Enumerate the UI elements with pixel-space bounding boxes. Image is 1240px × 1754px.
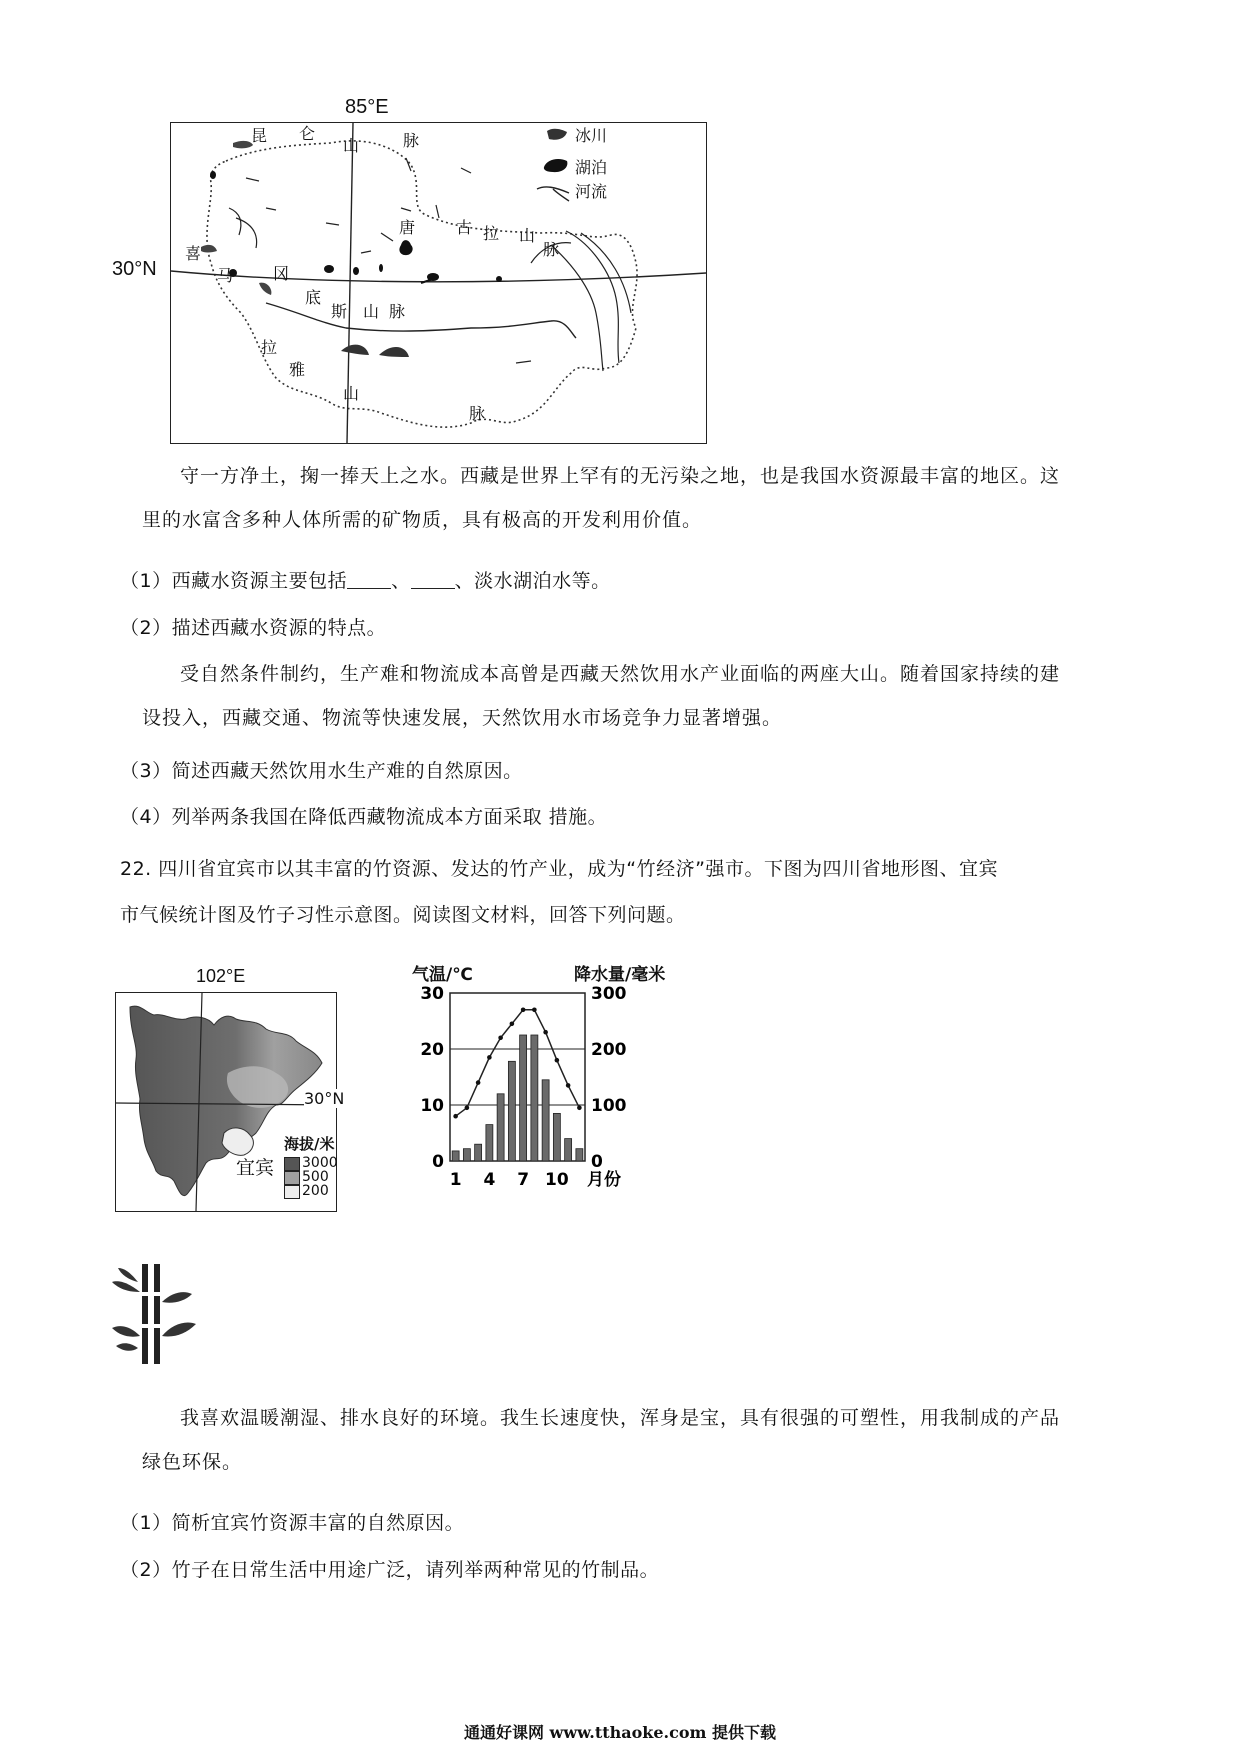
bamboo-line1: 我喜欢温暖潮湿、排水良好的环境。我生长速度快，浑身是宝，具有很强的可塑性，用我制成的产品 <box>180 1407 1061 1429</box>
tanggula-char: 山 <box>519 226 536 245</box>
elevation-legend-swatch-mid <box>284 1171 300 1185</box>
precipitation-bar <box>497 1094 504 1161</box>
sichuan-parallel-label: 30°N <box>304 1089 345 1108</box>
passage2-line2: 设投入，西藏交通、物流等快速发展，天然饮用水市场竞争力显著增强。 <box>142 707 783 729</box>
lake <box>399 240 412 255</box>
temperature-point <box>521 1008 526 1013</box>
legend-glacier-label: 冰川 <box>575 126 608 145</box>
himalaya-char: 山 <box>343 384 360 403</box>
passage1-paragraph <box>142 454 1127 542</box>
question-4: （4）列举两条我国在降低西藏物流成本方面采取 措施。 <box>120 806 608 828</box>
meridian-85e-label: 85°E <box>345 96 389 118</box>
tibet-map-drawing <box>171 123 706 443</box>
glacier <box>379 347 409 357</box>
tanggula-char: 拉 <box>483 224 500 243</box>
tanggula-char: 古 <box>456 218 473 237</box>
right-tick-label: 200 <box>591 1040 627 1060</box>
precipitation-bar <box>508 1061 515 1161</box>
temperature-line <box>456 1010 580 1116</box>
glacier <box>341 345 369 355</box>
sichuan-map <box>115 992 345 1212</box>
x-tick-label: 10 <box>545 1170 569 1190</box>
x-axis-label: 月份 <box>587 1170 621 1190</box>
river <box>246 178 259 181</box>
elevation-legend-title: 海拔/米 <box>284 1135 335 1153</box>
chart-left-axis-title: 气温/℃ <box>412 965 473 985</box>
tibet-boundary <box>207 141 637 427</box>
temperature-point <box>465 1106 470 1111</box>
river <box>566 231 619 363</box>
sichuan-meridian-label: 102°E <box>196 966 246 986</box>
elevation-legend-swatch-low <box>284 1185 300 1199</box>
yarlung-river <box>266 303 576 338</box>
river <box>266 208 276 210</box>
x-tick-label: 4 <box>483 1170 496 1190</box>
left-tick-label: 20 <box>420 1040 444 1060</box>
tibet-map <box>170 122 707 444</box>
precipitation-bar <box>452 1151 459 1161</box>
river <box>516 361 531 363</box>
temperature-point <box>510 1022 515 1027</box>
glacier <box>201 245 217 253</box>
river <box>581 233 631 313</box>
bamboo-line2: 绿色环保。 <box>142 1451 243 1473</box>
precipitation-bar <box>520 1035 527 1161</box>
precipitation-bar <box>486 1125 493 1161</box>
river <box>381 233 393 241</box>
bamboo-icon <box>110 1262 200 1367</box>
passage1-line1: 守一方净土，掬一捧天上之水。西藏是世界上罕有的无污染之地，也是我国水资源最丰富的地区。这 <box>180 465 1061 487</box>
precipitation-bar <box>531 1035 538 1161</box>
himalaya-char: 喜 <box>185 244 202 263</box>
elevation-legend-level: 200 <box>302 1183 329 1199</box>
river <box>461 168 471 173</box>
legend-river-label: 河流 <box>575 182 608 201</box>
himalaya-char: 雅 <box>289 360 306 379</box>
lake <box>379 264 383 272</box>
passage1-line2: 里的水富含多种人体所需的矿物质，具有极高的开发利用价值。 <box>142 509 703 531</box>
left-tick-label: 10 <box>420 1096 444 1116</box>
kunlun-char: 脉 <box>403 131 420 150</box>
river-icon <box>535 181 571 203</box>
right-tick-label: 0 <box>591 1152 603 1172</box>
lake <box>496 276 502 282</box>
river <box>551 245 603 371</box>
precipitation-bar <box>553 1113 560 1161</box>
answer-blank-1[interactable] <box>347 570 391 589</box>
temperature-point <box>543 1030 548 1035</box>
temperature-point <box>555 1058 560 1063</box>
question-3: （3）简述西藏天然饮用水生产难的自然原因。 <box>120 760 523 782</box>
tanggula-char: 唐 <box>399 218 416 237</box>
x-tick-label: 1 <box>449 1170 462 1190</box>
precipitation-bar <box>576 1149 583 1161</box>
temperature-point <box>577 1106 582 1111</box>
question-22-2: （2）竹子在日常生活中用途广泛，请列举两种常见的竹制品。 <box>120 1559 660 1581</box>
elevation-legend-swatch-high <box>284 1157 300 1171</box>
temperature-point <box>476 1080 481 1085</box>
glacier <box>233 141 253 148</box>
tanggula-char: 脉 <box>543 240 560 259</box>
elevation-legend-level: 500 <box>302 1169 329 1185</box>
precipitation-bar <box>475 1144 482 1161</box>
glacier-icon <box>545 127 569 143</box>
right-tick-label: 100 <box>591 1096 627 1116</box>
yibin-label: 宜宾 <box>236 1157 275 1179</box>
left-tick-label: 0 <box>432 1152 444 1172</box>
river <box>436 205 439 218</box>
page-footer: 通通好课网 www.tthaoke.com 提供下载 <box>463 1723 777 1742</box>
passage2-paragraph <box>142 652 1127 740</box>
gangdise-char: 脉 <box>389 302 406 321</box>
question-22-intro <box>120 846 1130 938</box>
question-22-1: （1）简析宜宾竹资源丰富的自然原因。 <box>120 1512 465 1534</box>
temperature-point <box>532 1008 537 1013</box>
river <box>326 223 339 225</box>
legend-lake-label: 湖泊 <box>575 158 608 177</box>
precipitation-bar <box>542 1080 549 1161</box>
kunlun-char: 昆 <box>251 126 268 145</box>
precipitation-bar <box>565 1139 572 1161</box>
kunlun-char: 山 <box>343 136 360 155</box>
glacier <box>259 283 271 295</box>
lake <box>210 171 216 179</box>
lake-icon <box>541 155 571 175</box>
gangdise-char: 底 <box>305 288 322 307</box>
himalaya-char: 马 <box>217 266 234 285</box>
temperature-point <box>566 1083 571 1088</box>
climate-chart <box>410 985 670 1210</box>
x-tick-label: 7 <box>517 1170 530 1190</box>
gangdise-char: 山 <box>363 302 380 321</box>
river <box>361 251 371 253</box>
temperature-point <box>487 1055 492 1060</box>
gangdise-char: 斯 <box>331 302 348 321</box>
kunlun-char: 仑 <box>299 124 316 143</box>
left-tick-label: 30 <box>420 985 444 1004</box>
precipitation-bar <box>463 1149 470 1161</box>
himalaya-char: 脉 <box>469 404 486 423</box>
right-tick-label: 300 <box>591 985 627 1004</box>
passage2-line1: 受自然条件制约，生产难和物流成本高曾是西藏天然饮用水产业面临的两座大山。随着国家持续的建 <box>180 663 1061 685</box>
question-22-line2: 市气候统计图及竹子习性示意图。阅读图文材料，回答下列问题。 <box>120 904 686 926</box>
river <box>401 208 411 211</box>
chart-right-axis-title: 降水量/毫米 <box>574 965 666 985</box>
river <box>229 208 241 235</box>
temperature-point <box>498 1036 503 1041</box>
river <box>406 158 411 171</box>
bamboo-paragraph <box>142 1396 1127 1484</box>
question-22-line1: 22. 四川省宜宾市以其丰富的竹资源、发达的竹产业，成为“竹经济”强市。下图为四川省地形图、宜宾 <box>120 858 998 880</box>
lake <box>324 265 334 273</box>
answer-blank-2[interactable] <box>411 570 455 589</box>
himalaya-char: 拉 <box>261 338 278 357</box>
elevation-legend-level: 3000 <box>302 1155 338 1171</box>
question-1: （1）西藏水资源主要包括 、 、淡水湖泊水等。 <box>120 570 611 592</box>
question-2: （2）描述西藏水资源的特点。 <box>120 617 387 639</box>
temperature-point <box>453 1114 458 1119</box>
lake <box>353 267 359 275</box>
parallel-30n-label: 30°N <box>112 258 157 280</box>
gangdise-char: 冈 <box>273 264 290 283</box>
